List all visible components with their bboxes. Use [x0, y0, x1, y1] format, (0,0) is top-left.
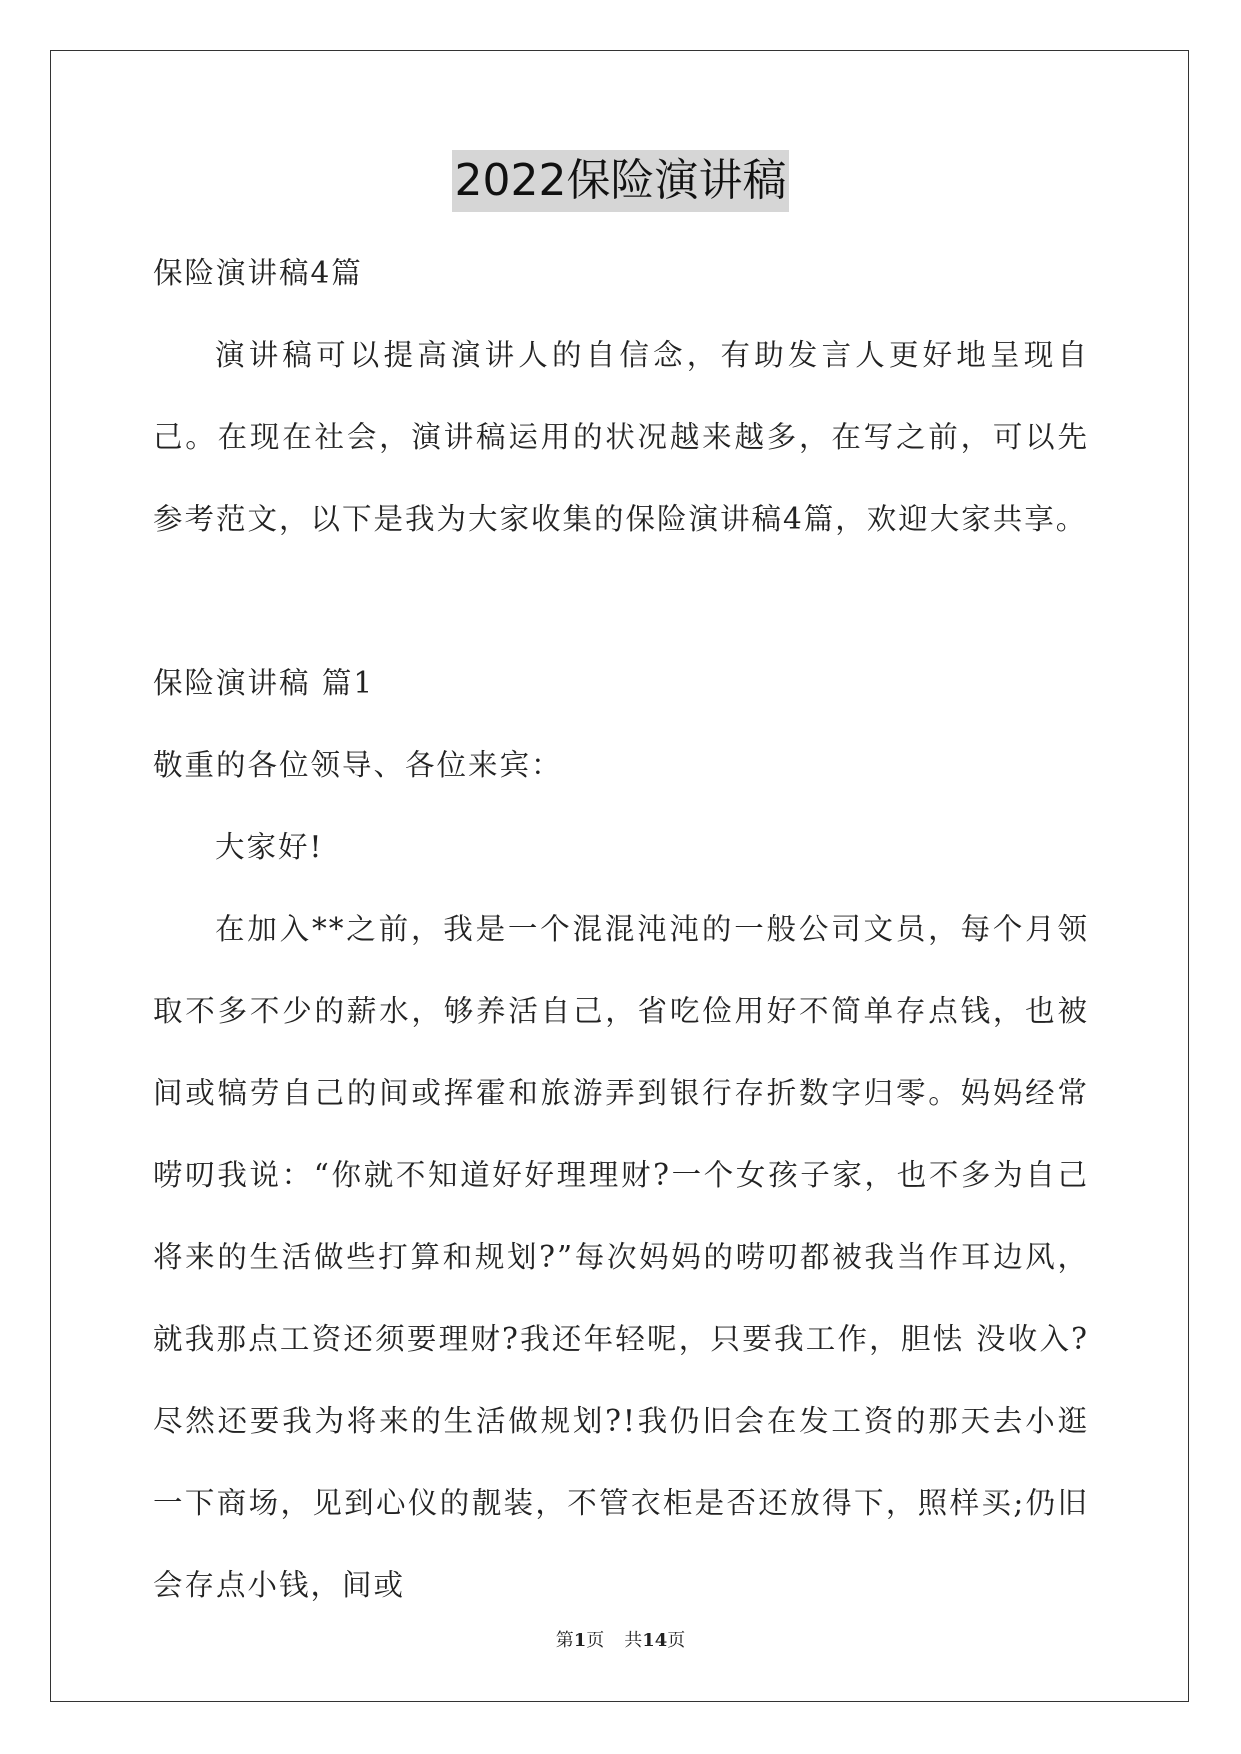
footer-page-number: 1	[573, 1630, 587, 1651]
document-subtitle: 保险演讲稿4篇	[153, 256, 363, 290]
section-spacer	[153, 560, 1089, 642]
footer-total-pages: 14	[642, 1630, 668, 1651]
footer-total-prefix: 共	[624, 1630, 643, 1651]
footer-page-prefix: 第	[555, 1630, 574, 1651]
document-body	[153, 232, 1089, 1626]
greeting: 大家好!	[215, 830, 324, 864]
salutation: 敬重的各位领导、各位来宾：	[153, 748, 563, 782]
document-title: 2022保险演讲稿	[452, 150, 790, 212]
footer-page-suffix: 页	[586, 1630, 605, 1651]
footer-total-suffix: 页	[667, 1630, 686, 1651]
section-heading: 保险演讲稿 篇1	[153, 666, 375, 700]
page-footer	[0, 1626, 1241, 1652]
intro-paragraph: 演讲稿可以提高演讲人的自信念，有助发言人更好地呈现自己。在现在社会，演讲稿运用的状况越来越多，在写之前，可以先参考范文，以下是我为大家收集的保险演讲稿4篇，欢迎大家共享。	[153, 338, 1089, 536]
title-container	[0, 150, 1241, 212]
body-paragraph: 在加入**之前，我是一个混混沌沌的一般公司文员，每个月领取不多不少的薪水，够养活自己，省吃俭用好不简单存点钱，也被间或犒劳自己的间或挥霍和旅游弄到银行存折数字归零。妈妈经常唠叨我说：“你就不知道好好理理财?一个女孩子家，也不多为自己将来的生活做些打算和规划?”每次妈妈的唠叨都被我当作耳边风，就我那点工资还须要理财?我还年轻呢，只要我工作，胆怯 没收入?尽然还要我为将来的生活做规划?!我仍旧会在发工资的那天去小逛一下商场，见到心仪的靓装，不管衣柜是否还放得下，照样买;仍旧会存点小钱，间或	[153, 912, 1089, 1602]
